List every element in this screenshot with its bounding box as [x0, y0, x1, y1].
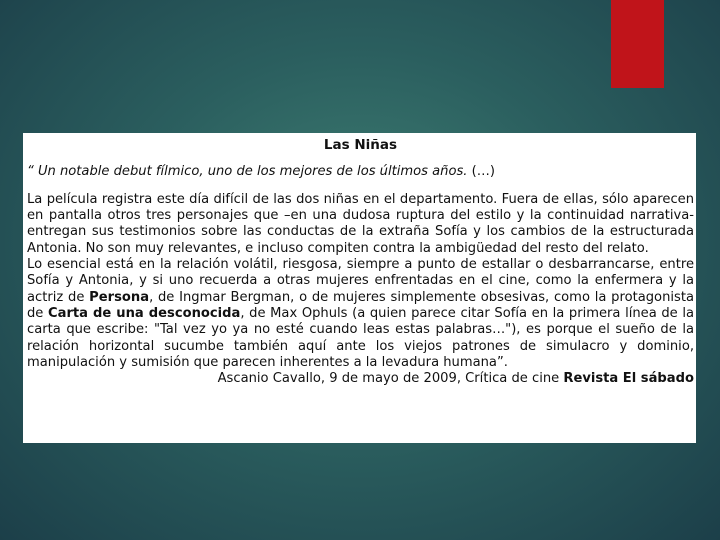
review-excerpt-box [23, 133, 696, 443]
film-title-carta: Carta de una desconocida [48, 306, 241, 322]
source-publication: Revista El sábado [563, 371, 694, 387]
source-citation [27, 371, 694, 387]
para2-text-a: Lo esencial está en la relación volátil, riesgosa, siempre a punto de estallar o desbarrancarse, entre Sofía y Antonia, y si uno recuerda a otras mujeres enfrentadas en el cine, como la enfermera y la actriz de [27, 257, 694, 305]
para2-text-c: , de Ingmar Bergman, o de mujeres simplemente obsesivas, como la protagonista de [27, 289, 694, 322]
paragraph-2 [27, 257, 694, 371]
film-title-persona: Persona [89, 289, 150, 305]
quote-ellipsis: (…) [467, 164, 495, 180]
quote-text: “ Un notable debut fílmico, uno de los mejores de los últimos años. [27, 164, 468, 180]
para2-text-e: , de Max Ophuls (a quien parece citar Sofía en la primera línea de la carta que escribe: "Tal vez yo ya no esté cuando leas estas palabras…"), es porque el sueño de la relación horizontal sucumbe también aquí ante los viejos patrones de simulacro y dominio, manipulación y sumisión que parecen inherentes a la levadura humana”. [27, 306, 694, 371]
paragraph-1: La película registra este día difícil de las dos niñas en el departamento. Fuera de ellas, sólo aparecen en pantalla otros tres personajes que –en una dudosa ruptura del estilo y la continuidad narrativa- entregan sus testimonios sobre las conductas de la extraña Sofía y los cambios de la estructurada Antonia. No son muy relevantes, e incluso compiten contra la ambigüedad del resto del relato. [27, 191, 694, 256]
source-author-date: Ascanio Cavallo, 9 de mayo de 2009, Crítica de cine [217, 371, 564, 387]
review-quote [27, 164, 694, 180]
accent-bar [611, 0, 664, 88]
review-title: Las Niñas [323, 137, 398, 153]
